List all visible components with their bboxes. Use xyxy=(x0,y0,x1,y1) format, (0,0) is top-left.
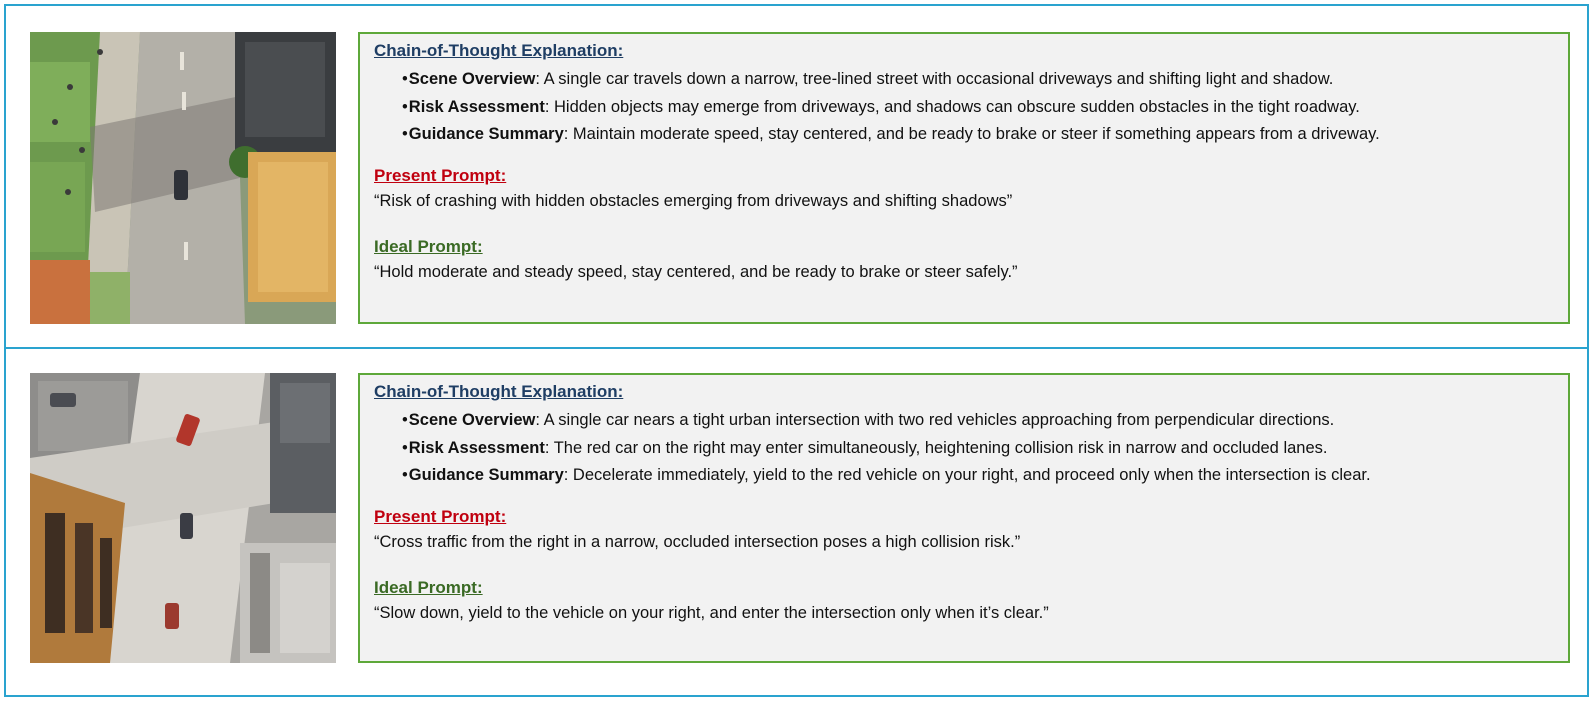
ideal-prompt-text: “Hold moderate and steady speed, stay centered, and be ready to brake or steer safely.” xyxy=(374,262,1018,281)
bullet-label: Guidance Summary xyxy=(408,466,564,484)
example-card-1 xyxy=(4,4,1589,349)
bullet-scene-overview: •Scene Overview: A single car travels down a narrow, tree-lined street with occasional driveways and shifting light and shadow. xyxy=(402,70,1334,88)
aerial-scene-image-1 xyxy=(30,32,336,324)
bullet-risk-assessment: •Risk Assessment: Hidden objects may emerge from driveways, and shadows can obscure sudden obstacles in the tight roadway. xyxy=(402,97,1360,116)
cot-heading: Chain-of-Thought Explanation: xyxy=(374,41,624,60)
bullet-text: : The red car on the right may enter simultaneously, heightening collision risk in narrow and occluded lanes. xyxy=(544,438,1328,457)
aerial-scene-image-2 xyxy=(30,373,336,663)
bullet-text: : Maintain moderate speed, stay centered, and be ready to brake or steer if something appears from a driveway. xyxy=(563,125,1380,143)
ideal-prompt-text: “Slow down, yield to the vehicle on your right, and enter the intersection only when it’s clear.” xyxy=(374,603,1049,622)
example-card-2 xyxy=(4,347,1589,697)
bullet-text: : A single car nears a tight urban intersection with two red vehicles approaching from perpendicular directions. xyxy=(535,411,1335,429)
present-prompt-text: “Risk of crashing with hidden obstacles emerging from driveways and shifting shadows” xyxy=(374,191,1013,210)
explanation-panel-1 xyxy=(358,32,1570,324)
bullet-label: Guidance Summary xyxy=(408,125,564,143)
cot-heading: Chain-of-Thought Explanation: xyxy=(374,382,624,401)
bullet-label: Scene Overview xyxy=(408,411,536,429)
bullet-guidance-summary: •Guidance Summary: Maintain moderate speed, stay centered, and be ready to brake or steer if something appears from a driveway. xyxy=(402,125,1380,143)
ideal-prompt-heading: Ideal Prompt: xyxy=(374,236,483,256)
bullet-label: Risk Assessment xyxy=(408,97,545,116)
bullet-text: : Decelerate immediately, yield to the red vehicle on your right, and proceed only when the intersection is clear. xyxy=(563,466,1371,484)
bullet-guidance-summary: •Guidance Summary: Decelerate immediately, yield to the red vehicle on your right, and proceed only when the intersection is clear. xyxy=(402,466,1371,484)
explanation-panel-2 xyxy=(358,373,1570,663)
cot-bullet-list xyxy=(402,407,1554,490)
present-prompt-text: “Cross traffic from the right in a narrow, occluded intersection poses a high collision risk.” xyxy=(374,532,1021,551)
bullet-text: : A single car travels down a narrow, tree-lined street with occasional driveways and shifting light and shadow. xyxy=(535,70,1334,88)
bullet-scene-overview: •Scene Overview: A single car nears a tight urban intersection with two red vehicles approaching from perpendicular directions. xyxy=(402,411,1335,429)
present-prompt-heading: Present Prompt: xyxy=(374,165,507,185)
present-prompt-heading: Present Prompt: xyxy=(374,506,507,526)
ideal-prompt-heading: Ideal Prompt: xyxy=(374,577,483,597)
bullet-label: Scene Overview xyxy=(408,70,536,88)
bullet-label: Risk Assessment xyxy=(408,438,545,457)
bullet-risk-assessment: •Risk Assessment: The red car on the right may enter simultaneously, heightening collision risk in narrow and occluded lanes. xyxy=(402,438,1328,457)
bullet-text: : Hidden objects may emerge from driveways, and shadows can obscure sudden obstacles in the tight roadway. xyxy=(544,97,1360,116)
cot-bullet-list xyxy=(402,66,1554,149)
